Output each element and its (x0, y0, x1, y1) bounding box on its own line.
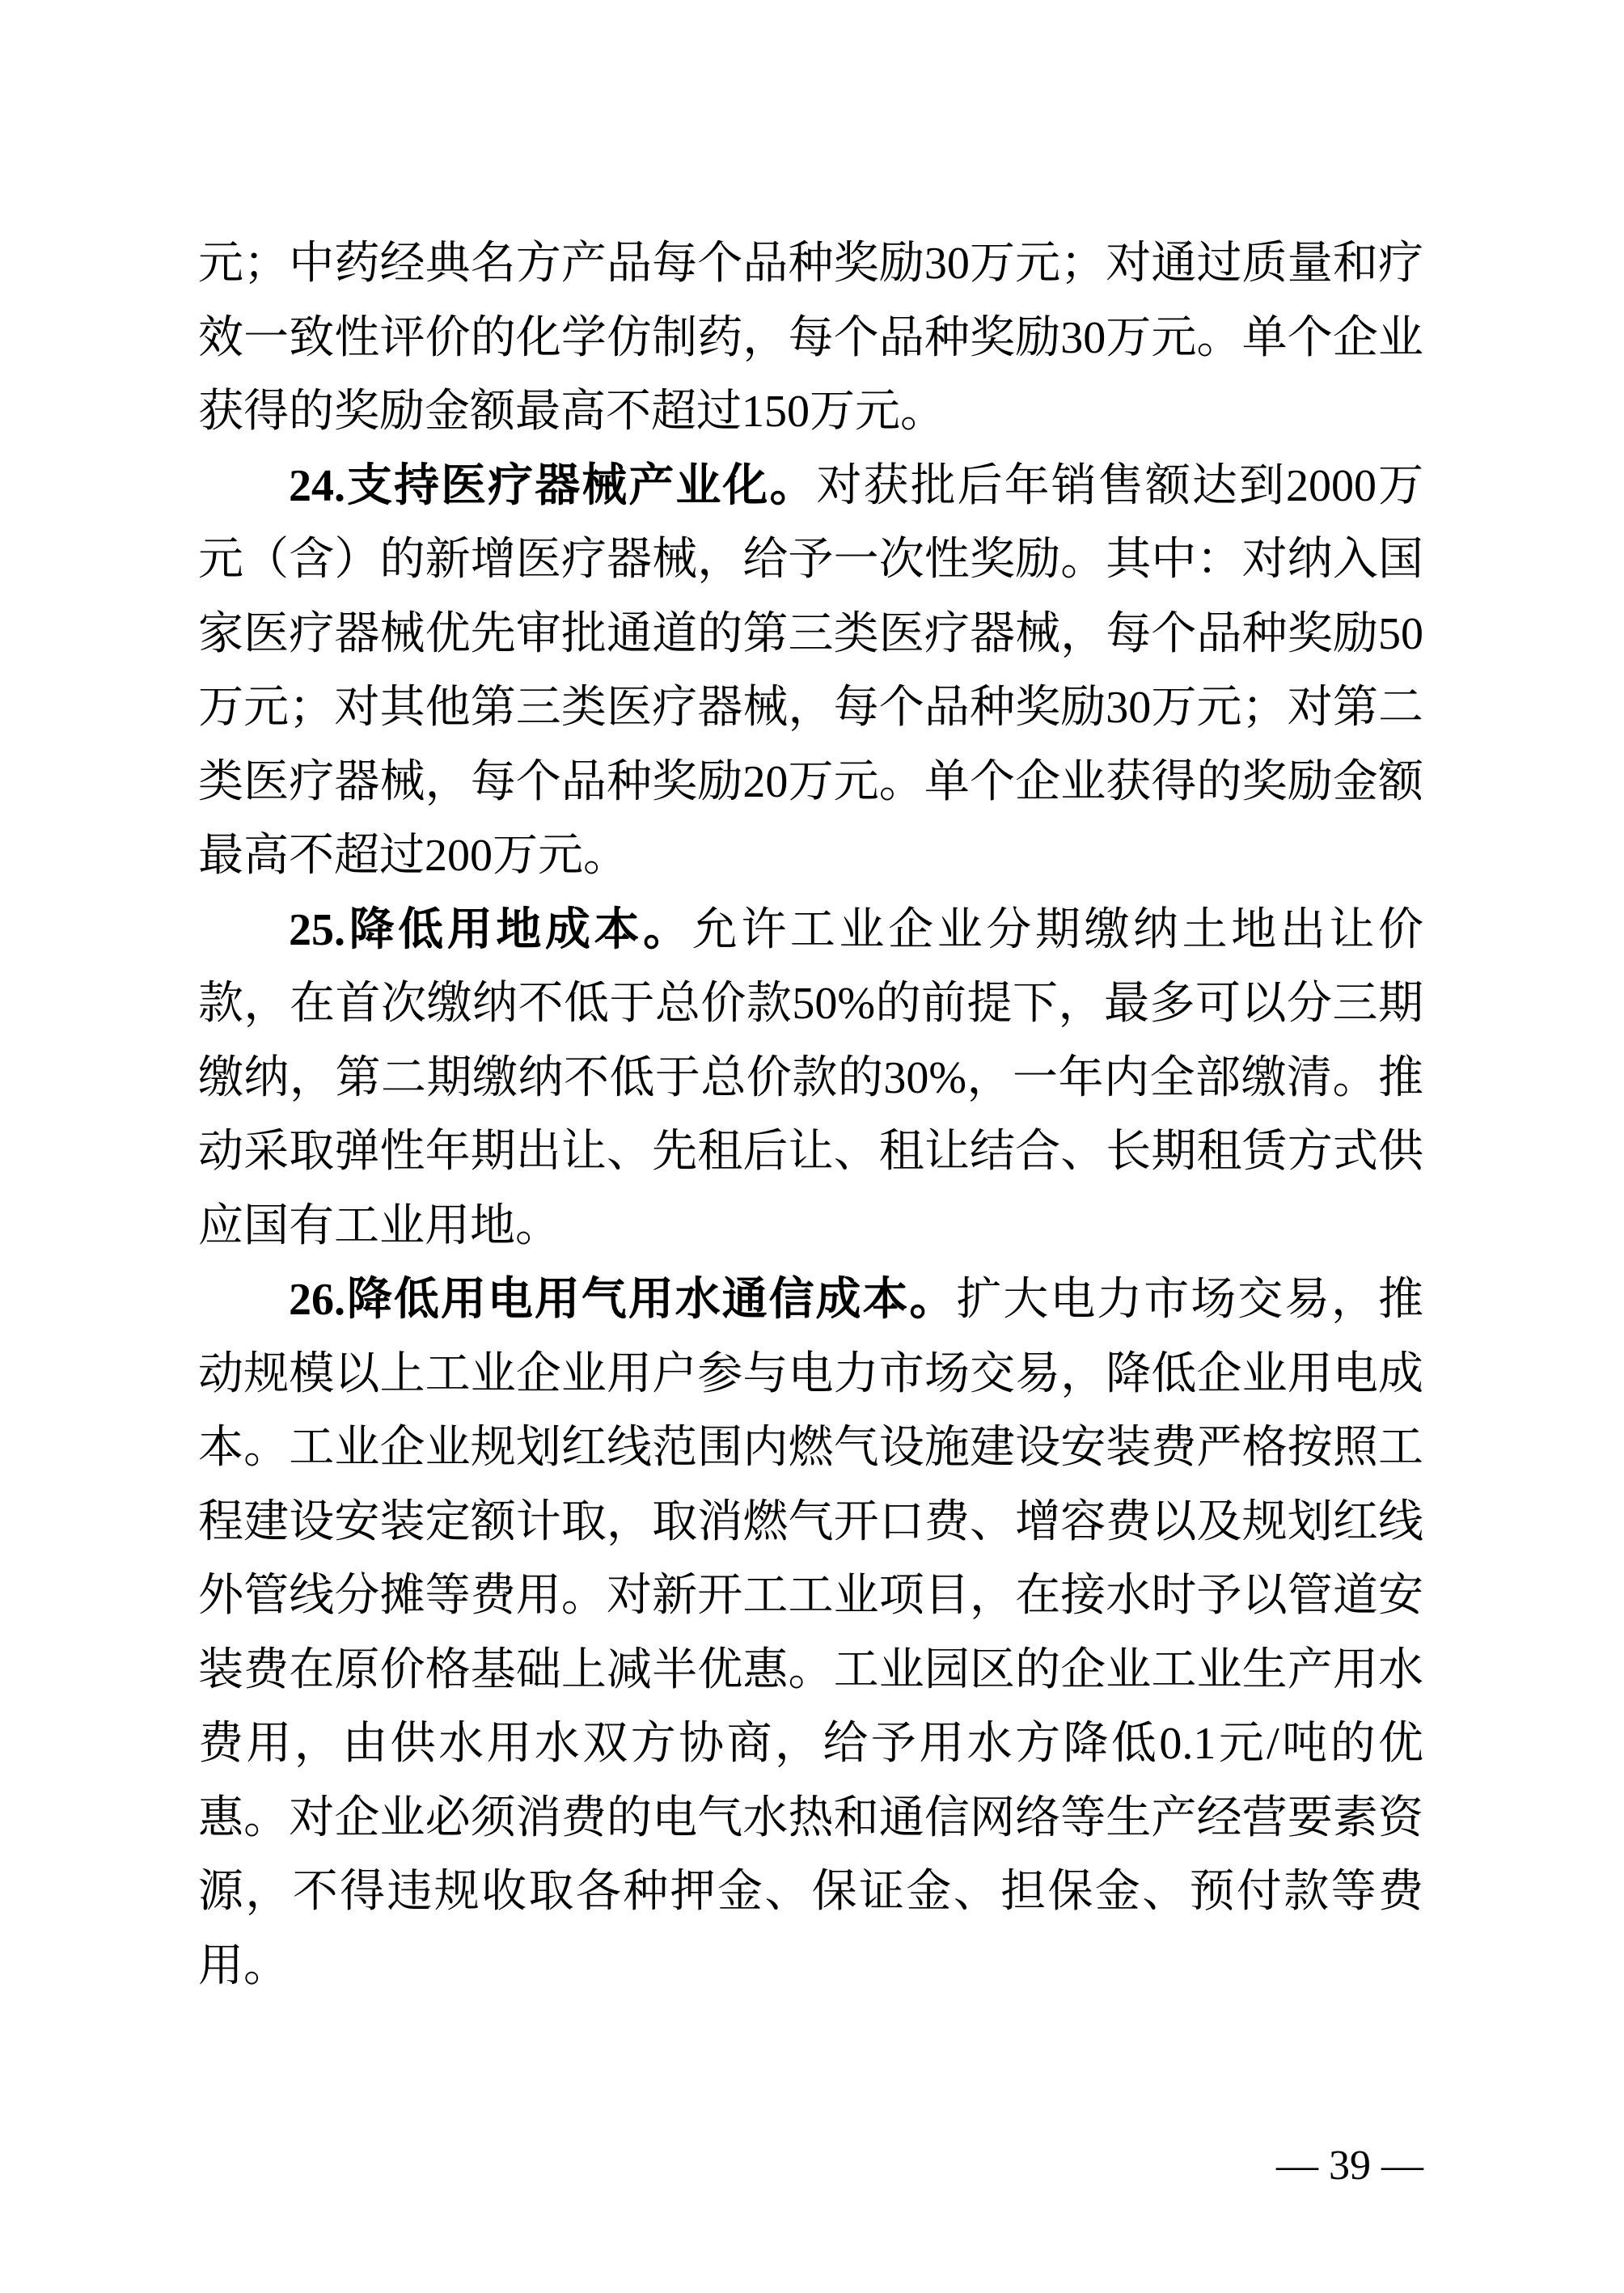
page-number: — 39 — (1276, 2143, 1423, 2189)
paragraph-text: 扩大电力市场交易，推动规模以上工业企业用户参与电力市场交易，降低企业用电成本。工业企业规划红线范围内燃气设施建设安装费严格按照工程建设安装定额计取，取消燃气开口费、增容费以及规划红线外管线分摊等费用。对新开工工业项目，在接水时予以管道安装费在原价格基础上减半优惠。工业园区的企业工业生产用水费用，由供水用水双方协商，给予用水方降低0.1元/吨的优惠。对企业必须消费的电气水热和通信网络等生产经营要素资源，不得违规收取各种押金、保证金、担保金、预付款等费用。 (198, 1275, 1424, 1991)
paragraph-continuation (198, 227, 1423, 450)
paragraph-text: 元；中药经典名方产品每个品种奖励30万元；对通过质量和疗效一致性评价的化学仿制药，每个品种奖励30万元。单个企业获得的奖励金额最高不超过150万元。 (198, 239, 1423, 437)
paragraph-item-25 (198, 894, 1423, 1264)
paragraph-text: 对获批后年销售额达到2000万元（含）的新增医疗器械，给予一次性奖励。其中：对纳入国家医疗器械优先审批通道的第三类医疗器械，每个品种奖励50万元；对其他第三类医疗器械，每个品种奖励30万元；对第二类医疗器械，每个品种奖励20万元。单个企业获得的奖励金额最高不超过200万元。 (198, 460, 1424, 881)
paragraph-heading: 25.降低用地成本。 (289, 904, 692, 955)
paragraph-heading: 26.降低用电用气用水通信成本。 (289, 1275, 957, 1325)
paragraph-heading: 24.支持医疗器械产业化。 (289, 460, 817, 511)
paragraph-item-26 (198, 1263, 1423, 2003)
document-body (198, 227, 1423, 2003)
paragraph-item-24 (198, 450, 1423, 894)
paragraph-text: 允许工业企业分期缴纳土地出让价款，在首次缴纳不低于总价款50%的前提下，最多可以分三期缴纳，第二期缴纳不低于总价款的30%，一年内全部缴清。推动采取弹性年期出让、先租后让、租让结合、长期租赁方式供应国有工业用地。 (198, 904, 1424, 1251)
